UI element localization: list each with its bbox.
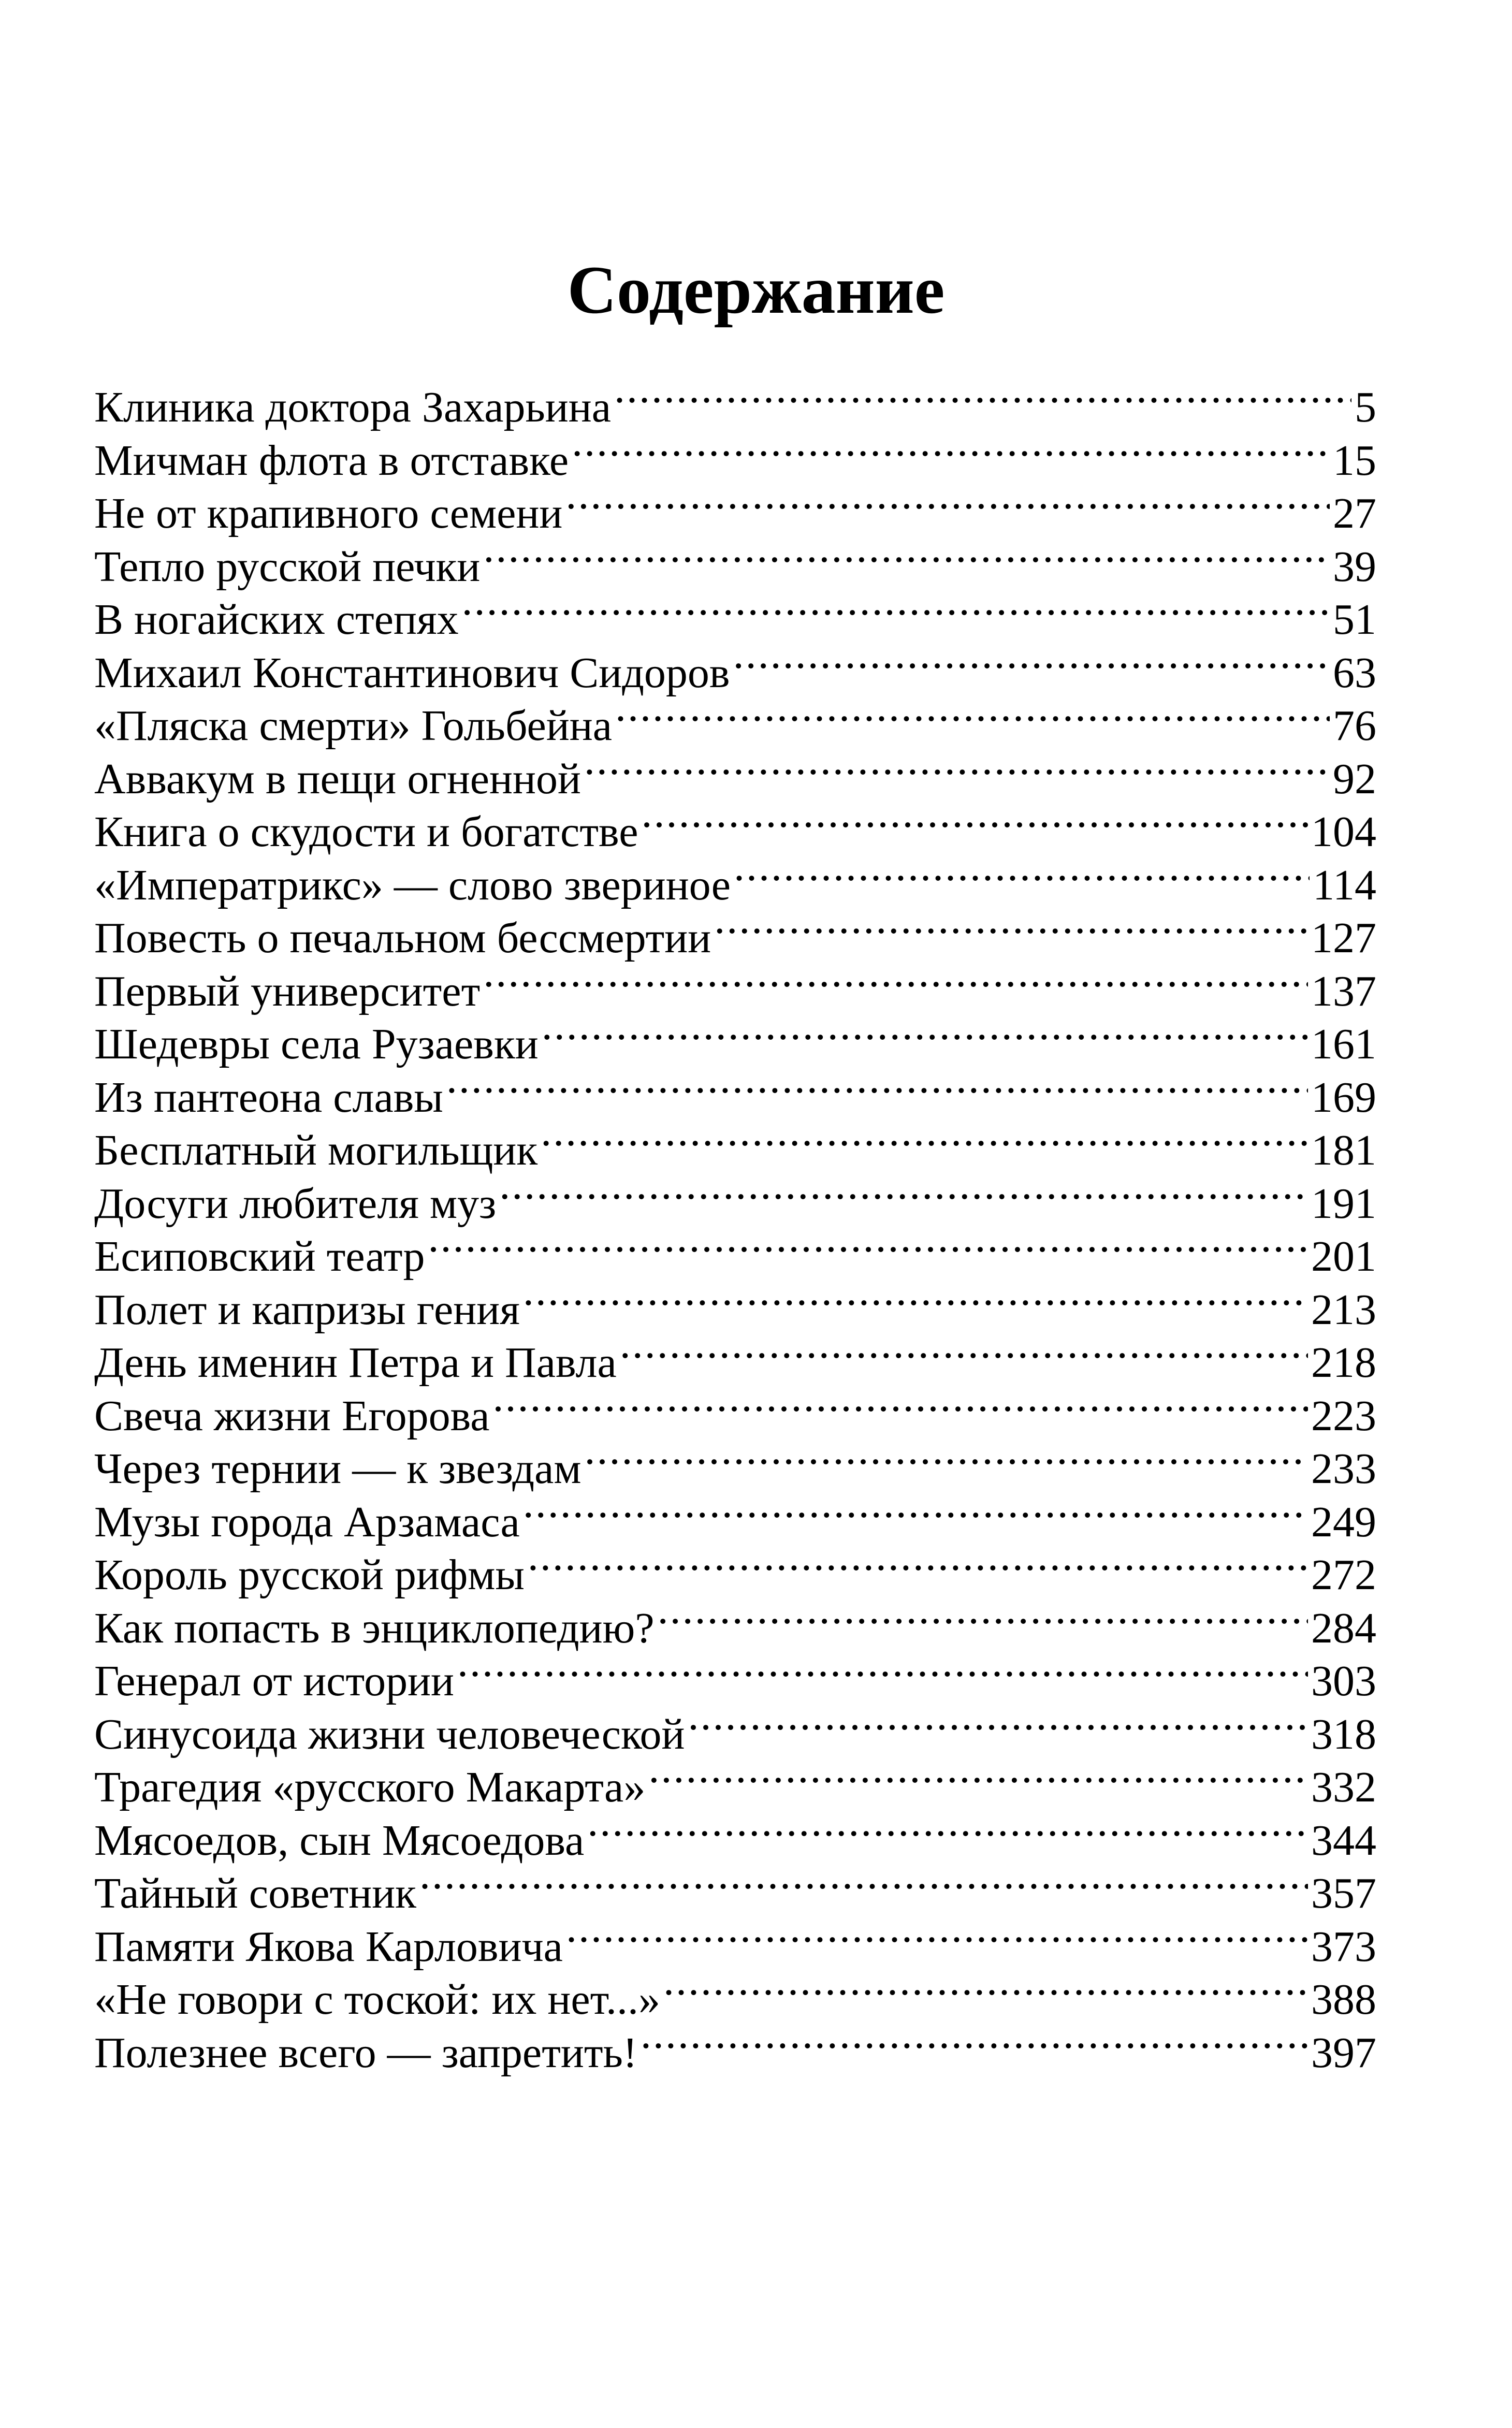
toc-entry-title: Мясоедов, сын Мясоедова — [94, 1816, 585, 1865]
dot-leader — [446, 1059, 1308, 1112]
toc-entry-page-number: 137 — [1311, 967, 1376, 1015]
toc-entry-title: Генерал от истории — [94, 1657, 454, 1705]
toc-entry — [94, 369, 1376, 431]
dot-leader — [663, 1961, 1308, 2014]
toc-entry-title: Памяти Якова Карловича — [94, 1922, 563, 1971]
toc-entry-page-number: 373 — [1311, 1922, 1376, 1971]
toc-entry-page-number: 223 — [1311, 1391, 1376, 1440]
dot-leader — [493, 1377, 1308, 1430]
toc-entry-title: День именин Петра и Павла — [94, 1339, 617, 1387]
toc-entry-page-number: 303 — [1311, 1657, 1376, 1705]
toc-entry-page-number: 397 — [1311, 2028, 1376, 2077]
dot-leader — [584, 740, 1330, 793]
toc-entry-title: Трагедия «русского Макарта» — [94, 1763, 646, 1811]
page-title: Содержание — [567, 252, 945, 328]
dot-leader — [457, 1642, 1308, 1695]
toc-entry-title: Шедевры села Рузаевки — [94, 1020, 539, 1068]
toc-entry-title: Не от крапивного семени — [94, 489, 563, 537]
toc-entry-page-number: 63 — [1333, 648, 1376, 697]
toc-entry-title: Аввакум в пещи огненной — [94, 754, 581, 803]
toc-entry-page-number: 51 — [1333, 595, 1376, 644]
dot-leader — [620, 1324, 1308, 1377]
toc-entry-title: Свеча жизни Егорова — [94, 1391, 490, 1440]
dot-leader — [419, 1855, 1308, 1908]
toc-entry-title: «Императрикс» — слово звериное — [94, 861, 731, 909]
toc-entry-title: Бесплатный могильщик — [94, 1126, 538, 1174]
dot-leader — [565, 475, 1330, 528]
toc-entry-title: Полет и капризы гения — [94, 1285, 520, 1334]
toc-entry-page-number: 76 — [1333, 702, 1376, 750]
toc-entry-title: Книга о скудости и богатстве — [94, 808, 638, 856]
toc-entry-page-number: 218 — [1311, 1339, 1376, 1387]
toc-entry-title: Музы города Арзамаса — [94, 1497, 520, 1546]
toc-entry-page-number: 344 — [1311, 1816, 1376, 1865]
toc-entry-title: Первый университет — [94, 967, 481, 1015]
dot-leader — [428, 1218, 1308, 1271]
dot-leader — [648, 1749, 1308, 1801]
toc-entry-title: Полезнее всего — запретить! — [94, 2028, 637, 2077]
dot-leader — [541, 1112, 1308, 1165]
toc-entry-title: Тепло русской печки — [94, 542, 481, 591]
dot-leader — [528, 1536, 1308, 1589]
toc-entry-page-number: 233 — [1311, 1445, 1376, 1493]
toc-entry-page-number: 284 — [1311, 1604, 1376, 1652]
toc-entry-title: «Пляска смерти» Гольбейна — [94, 702, 613, 750]
dot-leader — [642, 793, 1309, 846]
toc-entry-page-number: 181 — [1311, 1126, 1376, 1174]
toc-entry-page-number: 191 — [1311, 1179, 1376, 1228]
toc-entry-title: В ногайских степях — [94, 595, 459, 644]
dot-leader — [587, 1802, 1308, 1855]
dot-leader — [658, 1590, 1308, 1642]
toc-entry-page-number: 388 — [1311, 1975, 1376, 2024]
toc-entry-page-number: 127 — [1311, 914, 1376, 962]
dot-leader — [615, 687, 1330, 740]
toc-entry-title: Михаил Константинович Сидоров — [94, 648, 730, 697]
toc-entry-title: Досуги любителя муз — [94, 1179, 497, 1228]
toc-entry-title: Как попасть в энциклопедию? — [94, 1604, 655, 1652]
dot-leader — [688, 1696, 1308, 1749]
dot-leader — [641, 2014, 1308, 2067]
dot-leader — [614, 369, 1351, 421]
toc-entry-page-number: 169 — [1311, 1073, 1376, 1122]
dot-leader — [734, 847, 1310, 899]
dot-leader — [585, 1430, 1308, 1483]
toc-entry-title: Синусоида жизни человеческой — [94, 1710, 685, 1758]
toc-entry-page-number: 332 — [1311, 1763, 1376, 1811]
toc-entry-page-number: 114 — [1313, 861, 1376, 909]
toc-entry-page-number: 92 — [1333, 754, 1376, 803]
toc-entry-title: Мичман флота в отставке — [94, 436, 569, 485]
dot-leader — [733, 634, 1330, 687]
toc-entry-page-number: 15 — [1333, 436, 1376, 485]
dot-leader — [714, 899, 1308, 952]
dot-leader — [523, 1271, 1308, 1324]
toc-entry-page-number: 27 — [1333, 489, 1376, 537]
toc-entry-title: Клиника доктора Захарьина — [94, 383, 611, 431]
toc-entry-page-number: 39 — [1333, 542, 1376, 591]
dot-leader — [566, 1908, 1308, 1961]
toc-entry-title: Король русской рифмы — [94, 1551, 525, 1599]
toc-entry-page-number: 161 — [1311, 1020, 1376, 1068]
toc-entry-page-number: 213 — [1311, 1285, 1376, 1334]
toc-entry-page-number: 5 — [1355, 383, 1376, 431]
toc-entry-page-number: 272 — [1311, 1551, 1376, 1599]
toc-entry-title: Повесть о печальном бессмертии — [94, 914, 711, 962]
toc-entry-title: Через тернии — к звездам — [94, 1445, 581, 1493]
toc-entry-title: «Не говори с тоской: их нет...» — [94, 1975, 661, 2024]
dot-leader — [542, 1006, 1308, 1058]
toc-entry-page-number: 201 — [1311, 1232, 1376, 1281]
toc-entry-page-number: 318 — [1311, 1710, 1376, 1758]
dot-leader — [523, 1484, 1308, 1536]
dot-leader — [483, 528, 1330, 581]
toc-entry-page-number: 104 — [1311, 808, 1376, 856]
dot-leader — [483, 953, 1308, 1006]
toc-entry-title: Из пантеона славы — [94, 1073, 443, 1122]
dot-leader — [499, 1165, 1308, 1218]
toc-entry-title: Есиповский театр — [94, 1232, 425, 1281]
toc-entry-page-number: 249 — [1311, 1497, 1376, 1546]
dot-leader — [462, 581, 1330, 634]
table-of-contents — [94, 369, 1376, 2077]
dot-leader — [572, 422, 1330, 475]
toc-entry-title: Тайный советник — [94, 1869, 416, 1917]
toc-entry-page-number: 357 — [1311, 1869, 1376, 1917]
